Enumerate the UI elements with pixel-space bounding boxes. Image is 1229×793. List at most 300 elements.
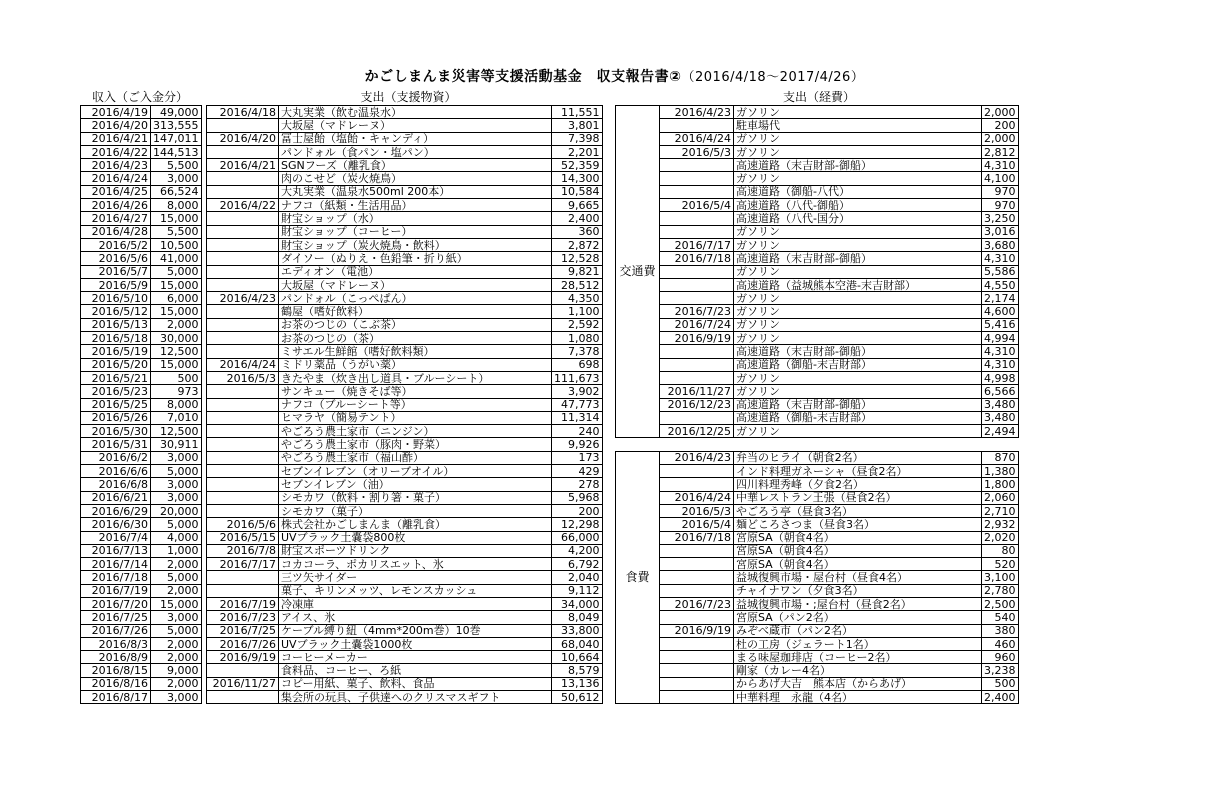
goods-amount: 8,049 [552,611,603,624]
goods-amount: 360 [552,225,603,238]
goods-date: 2016/7/23 [207,611,279,624]
income-date: 2016/5/20 [81,358,151,371]
goods-amount: 52,359 [552,159,603,172]
transport-item: ガソリン [734,292,982,305]
goods-row [207,624,603,637]
transport-item: 高速道路（末吉財部-御船） [734,159,982,172]
goods-row [207,664,603,677]
goods-date [207,691,279,704]
goods-date [207,345,279,358]
goods-amount: 173 [552,451,603,464]
transport-date: 2016/4/23 [660,106,734,119]
food-date: 2016/7/18 [660,531,734,544]
goods-row [207,584,603,597]
income-amount: 2,000 [151,558,202,571]
food-amount: 870 [982,451,1019,464]
goods-amount: 47,773 [552,398,603,411]
food-item: 宮原SA（朝食4名） [734,531,982,544]
food-item: インド料理ガネーシャ（昼食2名） [734,465,982,478]
income-date: 2016/4/23 [81,159,151,172]
food-item: 益城復興市場・;屋台村（昼食2名） [734,597,982,610]
income-amount: 3,000 [151,172,202,185]
goods-item: やごろう農土家市（ニンジン） [279,425,552,438]
goods-item: UVブラック土嚢袋800枚 [279,531,552,544]
goods-item: 財宝ショップ（炭火焼鳥・飲料） [279,238,552,251]
goods-amount: 68,040 [552,637,603,650]
goods-item: UVブラック土嚢袋1000枚 [279,637,552,650]
food-date [660,478,734,491]
income-date: 2016/5/31 [81,438,151,451]
income-date: 2016/5/7 [81,265,151,278]
food-row [616,504,1019,517]
income-amount: 15,000 [151,212,202,225]
transport-item: 高速道路（八代-御船） [734,199,982,212]
goods-date [207,411,279,424]
transport-date [660,265,734,278]
income-row [81,438,202,451]
goods-row [207,119,603,132]
transport-item: ガソリン [734,385,982,398]
goods-amount: 3,801 [552,119,603,132]
goods-row [207,558,603,571]
goods-item: ダイソー（ぬりえ・色鉛筆・折り紙） [279,252,552,265]
food-date [660,611,734,624]
income-amount: 2,000 [151,318,202,331]
income-amount: 12,500 [151,345,202,358]
transport-row [616,225,1019,238]
food-row [616,664,1019,677]
transport-amount: 4,310 [982,159,1019,172]
income-date: 2016/5/25 [81,398,151,411]
goods-amount: 33,800 [552,624,603,637]
goods-row [207,172,603,185]
income-amount: 5,000 [151,265,202,278]
income-row [81,265,202,278]
transport-amount: 4,600 [982,305,1019,318]
transport-amount: 5,586 [982,265,1019,278]
goods-date [207,278,279,291]
transport-date: 2016/7/18 [660,252,734,265]
goods-row [207,132,603,145]
transport-item: ガソリン [734,225,982,238]
transport-date [660,371,734,384]
food-date: 2016/9/19 [660,624,734,637]
income-row [81,691,202,704]
income-date: 2016/5/18 [81,332,151,345]
goods-row [207,332,603,345]
transport-row [616,398,1019,411]
food-amount: 2,710 [982,504,1019,517]
goods-amount: 9,821 [552,265,603,278]
transport-amount: 200 [982,119,1019,132]
transport-row [616,172,1019,185]
food-row [616,518,1019,531]
goods-amount: 2,872 [552,238,603,251]
transport-amount: 4,550 [982,278,1019,291]
food-item: 剛家（カレー4名） [734,664,982,677]
income-amount: 1,000 [151,544,202,557]
goods-date [207,252,279,265]
goods-row [207,345,603,358]
transport-row [616,332,1019,345]
income-amount: 7,010 [151,411,202,424]
goods-date [207,212,279,225]
goods-date [207,318,279,331]
goods-date: 2016/4/24 [207,358,279,371]
goods-amount: 14,300 [552,172,603,185]
food-date [660,544,734,557]
goods-amount: 111,673 [552,371,603,384]
goods-item: ケーブル縛り紐（4mm*200m巻）10巻 [279,624,552,637]
income-row [81,172,202,185]
income-row [81,624,202,637]
goods-date: 2016/4/23 [207,292,279,305]
transport-date [660,185,734,198]
goods-date [207,238,279,251]
income-row [81,119,202,132]
transport-amount: 5,416 [982,318,1019,331]
goods-item: シモカワ（菓子） [279,504,552,517]
income-row [81,371,202,384]
goods-item: SGNフーズ（離乳食） [279,159,552,172]
income-amount: 5,500 [151,159,202,172]
income-date: 2016/5/30 [81,425,151,438]
goods-amount: 11,551 [552,106,603,119]
goods-row [207,504,603,517]
goods-item: 財宝ショップ（コーヒー） [279,225,552,238]
goods-date: 2016/4/22 [207,199,279,212]
goods-item: 株式会社かごしまんま（離乳食） [279,518,552,531]
goods-item: サンキュー（焼きそば等） [279,385,552,398]
transport-amount: 2,000 [982,132,1019,145]
transport-date [660,225,734,238]
income-row [81,159,202,172]
goods-row [207,491,603,504]
income-amount: 5,500 [151,225,202,238]
transport-date [660,172,734,185]
transport-row [616,119,1019,132]
income-amount: 8,000 [151,199,202,212]
goods-date [207,172,279,185]
income-amount: 2,000 [151,651,202,664]
income-row [81,478,202,491]
goods-amount: 1,100 [552,305,603,318]
transport-amount: 2,812 [982,145,1019,158]
transport-amount: 3,250 [982,212,1019,225]
food-row [616,451,1019,464]
costs-table [615,105,1019,704]
goods-item: やごろう農土家市（福山酢） [279,451,552,464]
goods-item: エディオン（電池） [279,265,552,278]
income-row [81,132,202,145]
goods-row [207,438,603,451]
income-amount: 3,000 [151,611,202,624]
goods-amount: 28,512 [552,278,603,291]
food-item: 中華レストラン王張（昼食2名） [734,491,982,504]
goods-item: セブンイレブン（オリーブオイル） [279,465,552,478]
goods-item: 菓子、キリンメッツ、レモンスカッシュ [279,584,552,597]
income-row [81,465,202,478]
goods-item: パンドォル（こっぺぱん） [279,292,552,305]
goods-item: シモカワ（飲料・割り箸・菓子） [279,491,552,504]
income-row [81,106,202,119]
food-date: 2016/4/24 [660,491,734,504]
goods-amount: 9,926 [552,438,603,451]
goods-row [207,292,603,305]
goods-amount: 9,112 [552,584,603,597]
food-date [660,584,734,597]
income-date: 2016/7/20 [81,597,151,610]
income-date: 2016/8/3 [81,637,151,650]
transport-date: 2016/7/17 [660,238,734,251]
income-date: 2016/7/4 [81,531,151,544]
transport-date [660,278,734,291]
goods-amount: 2,201 [552,145,603,158]
transport-item: 高速道路（益城熊本空港-末吉財部） [734,278,982,291]
food-amount: 80 [982,544,1019,557]
food-amount: 540 [982,611,1019,624]
goods-amount: 11,314 [552,411,603,424]
transport-item: 高速道路（末吉財部-御船） [734,252,982,265]
income-row [81,677,202,690]
transport-item: ガソリン [734,132,982,145]
food-item: 麺どころさつま（昼食3名） [734,518,982,531]
transport-date: 2016/4/24 [660,132,734,145]
food-item: やごろう亭（昼食3名） [734,504,982,517]
transport-item: ガソリン [734,238,982,251]
transport-date: 2016/12/23 [660,398,734,411]
transport-row [616,305,1019,318]
income-row [81,664,202,677]
goods-row [207,225,603,238]
goods-row [207,318,603,331]
transport-item: ガソリン [734,265,982,278]
goods-row [207,106,603,119]
goods-row [207,185,603,198]
food-row [616,611,1019,624]
income-row [81,145,202,158]
food-amount: 2,020 [982,531,1019,544]
transport-amount: 4,998 [982,371,1019,384]
food-date: 2016/7/23 [660,597,734,610]
food-amount: 380 [982,624,1019,637]
income-amount: 20,000 [151,504,202,517]
income-date: 2016/5/23 [81,385,151,398]
food-item: 宮原SA（パン2名） [734,611,982,624]
income-amount: 3,000 [151,451,202,464]
income-row [81,411,202,424]
food-date [660,664,734,677]
goods-item: 冷凍庫 [279,597,552,610]
income-amount: 6,000 [151,292,202,305]
income-row [81,385,202,398]
income-amount: 2,000 [151,637,202,650]
gap-cell [616,438,660,451]
goods-row [207,265,603,278]
income-row [81,558,202,571]
transport-item: ガソリン [734,332,982,345]
income-date: 2016/4/25 [81,185,151,198]
goods-date [207,185,279,198]
transport-date: 2016/7/24 [660,318,734,331]
food-amount: 1,380 [982,465,1019,478]
income-row [81,425,202,438]
food-amount: 2,932 [982,518,1019,531]
food-item: 中華料理 永龍（4名） [734,691,982,704]
income-date: 2016/7/13 [81,544,151,557]
income-row [81,544,202,557]
transport-date: 2016/5/3 [660,145,734,158]
goods-item: 大坂屋（マドレーヌ） [279,119,552,132]
transport-item: 高速道路（末吉財部-御船） [734,398,982,411]
goods-item: ミドリ薬品（うがい薬） [279,358,552,371]
income-row [81,651,202,664]
income-row [81,238,202,251]
transport-row [616,265,1019,278]
transport-date [660,119,734,132]
food-item: 宮原SA（朝食4名） [734,558,982,571]
income-date: 2016/8/17 [81,691,151,704]
transport-item: 駐車場代 [734,119,982,132]
report-title [0,66,1229,86]
goods-amount: 50,612 [552,691,603,704]
transport-item: ガソリン [734,371,982,384]
transport-row [616,132,1019,145]
income-date: 2016/8/15 [81,664,151,677]
goods-date [207,265,279,278]
food-date [660,465,734,478]
income-row [81,278,202,291]
transport-item: 高速道路（末吉財部-御船） [734,345,982,358]
goods-date [207,332,279,345]
income-date: 2016/7/25 [81,611,151,624]
title-text: かごしまんま災害等支援活動基金 収支報告書② [364,69,682,85]
income-date: 2016/5/9 [81,278,151,291]
goods-row [207,238,603,251]
goods-row [207,385,603,398]
food-item: まる味屋珈琲店（コーヒー2名） [734,651,982,664]
food-item: 杜の工房（ジェラート1名） [734,637,982,650]
income-amount: 144,513 [151,145,202,158]
income-amount: 9,000 [151,664,202,677]
income-amount: 30,911 [151,438,202,451]
transport-date [660,358,734,371]
transport-item: ガソリン [734,106,982,119]
income-row [81,358,202,371]
income-amount: 5,000 [151,518,202,531]
food-amount: 2,400 [982,691,1019,704]
income-row [81,611,202,624]
goods-row [207,252,603,265]
transport-item: ガソリン [734,145,982,158]
goods-date [207,451,279,464]
transport-row [616,106,1019,119]
food-row [616,677,1019,690]
food-amount: 460 [982,637,1019,650]
transport-amount: 2,174 [982,292,1019,305]
income-date: 2016/4/20 [81,119,151,132]
transport-date: 2016/7/23 [660,305,734,318]
transport-date [660,159,734,172]
transport-amount: 4,310 [982,252,1019,265]
transport-amount: 6,566 [982,385,1019,398]
transport-item: 高速道路（御船-末吉財部） [734,411,982,424]
income-row [81,571,202,584]
goods-amount: 2,592 [552,318,603,331]
income-row [81,345,202,358]
food-item: 四川料理秀峰（夕食2名） [734,478,982,491]
food-row [616,531,1019,544]
income-row [81,199,202,212]
goods-date [207,438,279,451]
transport-row [616,358,1019,371]
goods-item: 財宝スポーツドリンク [279,544,552,557]
income-date: 2016/6/21 [81,491,151,504]
income-date: 2016/6/30 [81,518,151,531]
goods-row [207,651,603,664]
income-amount: 5,000 [151,624,202,637]
goods-amount: 5,968 [552,491,603,504]
income-amount: 12,500 [151,425,202,438]
income-date: 2016/4/24 [81,172,151,185]
income-amount: 4,000 [151,531,202,544]
income-date: 2016/7/14 [81,558,151,571]
goods-row [207,531,603,544]
goods-date [207,491,279,504]
food-amount: 2,780 [982,584,1019,597]
goods-date [207,425,279,438]
transport-amount: 4,310 [982,358,1019,371]
goods-item: 食料品、コーヒー、ろ紙 [279,664,552,677]
income-amount: 3,000 [151,691,202,704]
transport-date: 2016/9/19 [660,332,734,345]
goods-amount: 4,350 [552,292,603,305]
goods-item: お茶のつじの（茶） [279,332,552,345]
income-row [81,637,202,650]
food-item: 弁当のヒライ（朝食2名） [734,451,982,464]
transport-amount: 970 [982,185,1019,198]
goods-amount: 2,400 [552,212,603,225]
income-date: 2016/5/12 [81,305,151,318]
income-row [81,185,202,198]
goods-row [207,518,603,531]
goods-date: 2016/7/25 [207,624,279,637]
income-date: 2016/4/28 [81,225,151,238]
transport-item: ガソリン [734,172,982,185]
goods-date [207,305,279,318]
transport-row [616,411,1019,424]
goods-row [207,451,603,464]
income-amount: 8,000 [151,398,202,411]
goods-item: お茶のつじの（こぶ茶） [279,318,552,331]
transport-amount: 3,480 [982,411,1019,424]
goods-row [207,199,603,212]
food-row [616,651,1019,664]
food-item: チャイナワン（夕食3名） [734,584,982,597]
food-row [616,465,1019,478]
food-amount: 1,800 [982,478,1019,491]
income-date: 2016/4/27 [81,212,151,225]
goods-item: ミサエル生鮮館（嗜好飲料類） [279,345,552,358]
income-amount: 313,555 [151,119,202,132]
goods-date [207,571,279,584]
income-row [81,212,202,225]
food-date [660,651,734,664]
goods-date: 2016/4/20 [207,132,279,145]
goods-date: 2016/4/18 [207,106,279,119]
food-row [616,571,1019,584]
transport-row [616,385,1019,398]
